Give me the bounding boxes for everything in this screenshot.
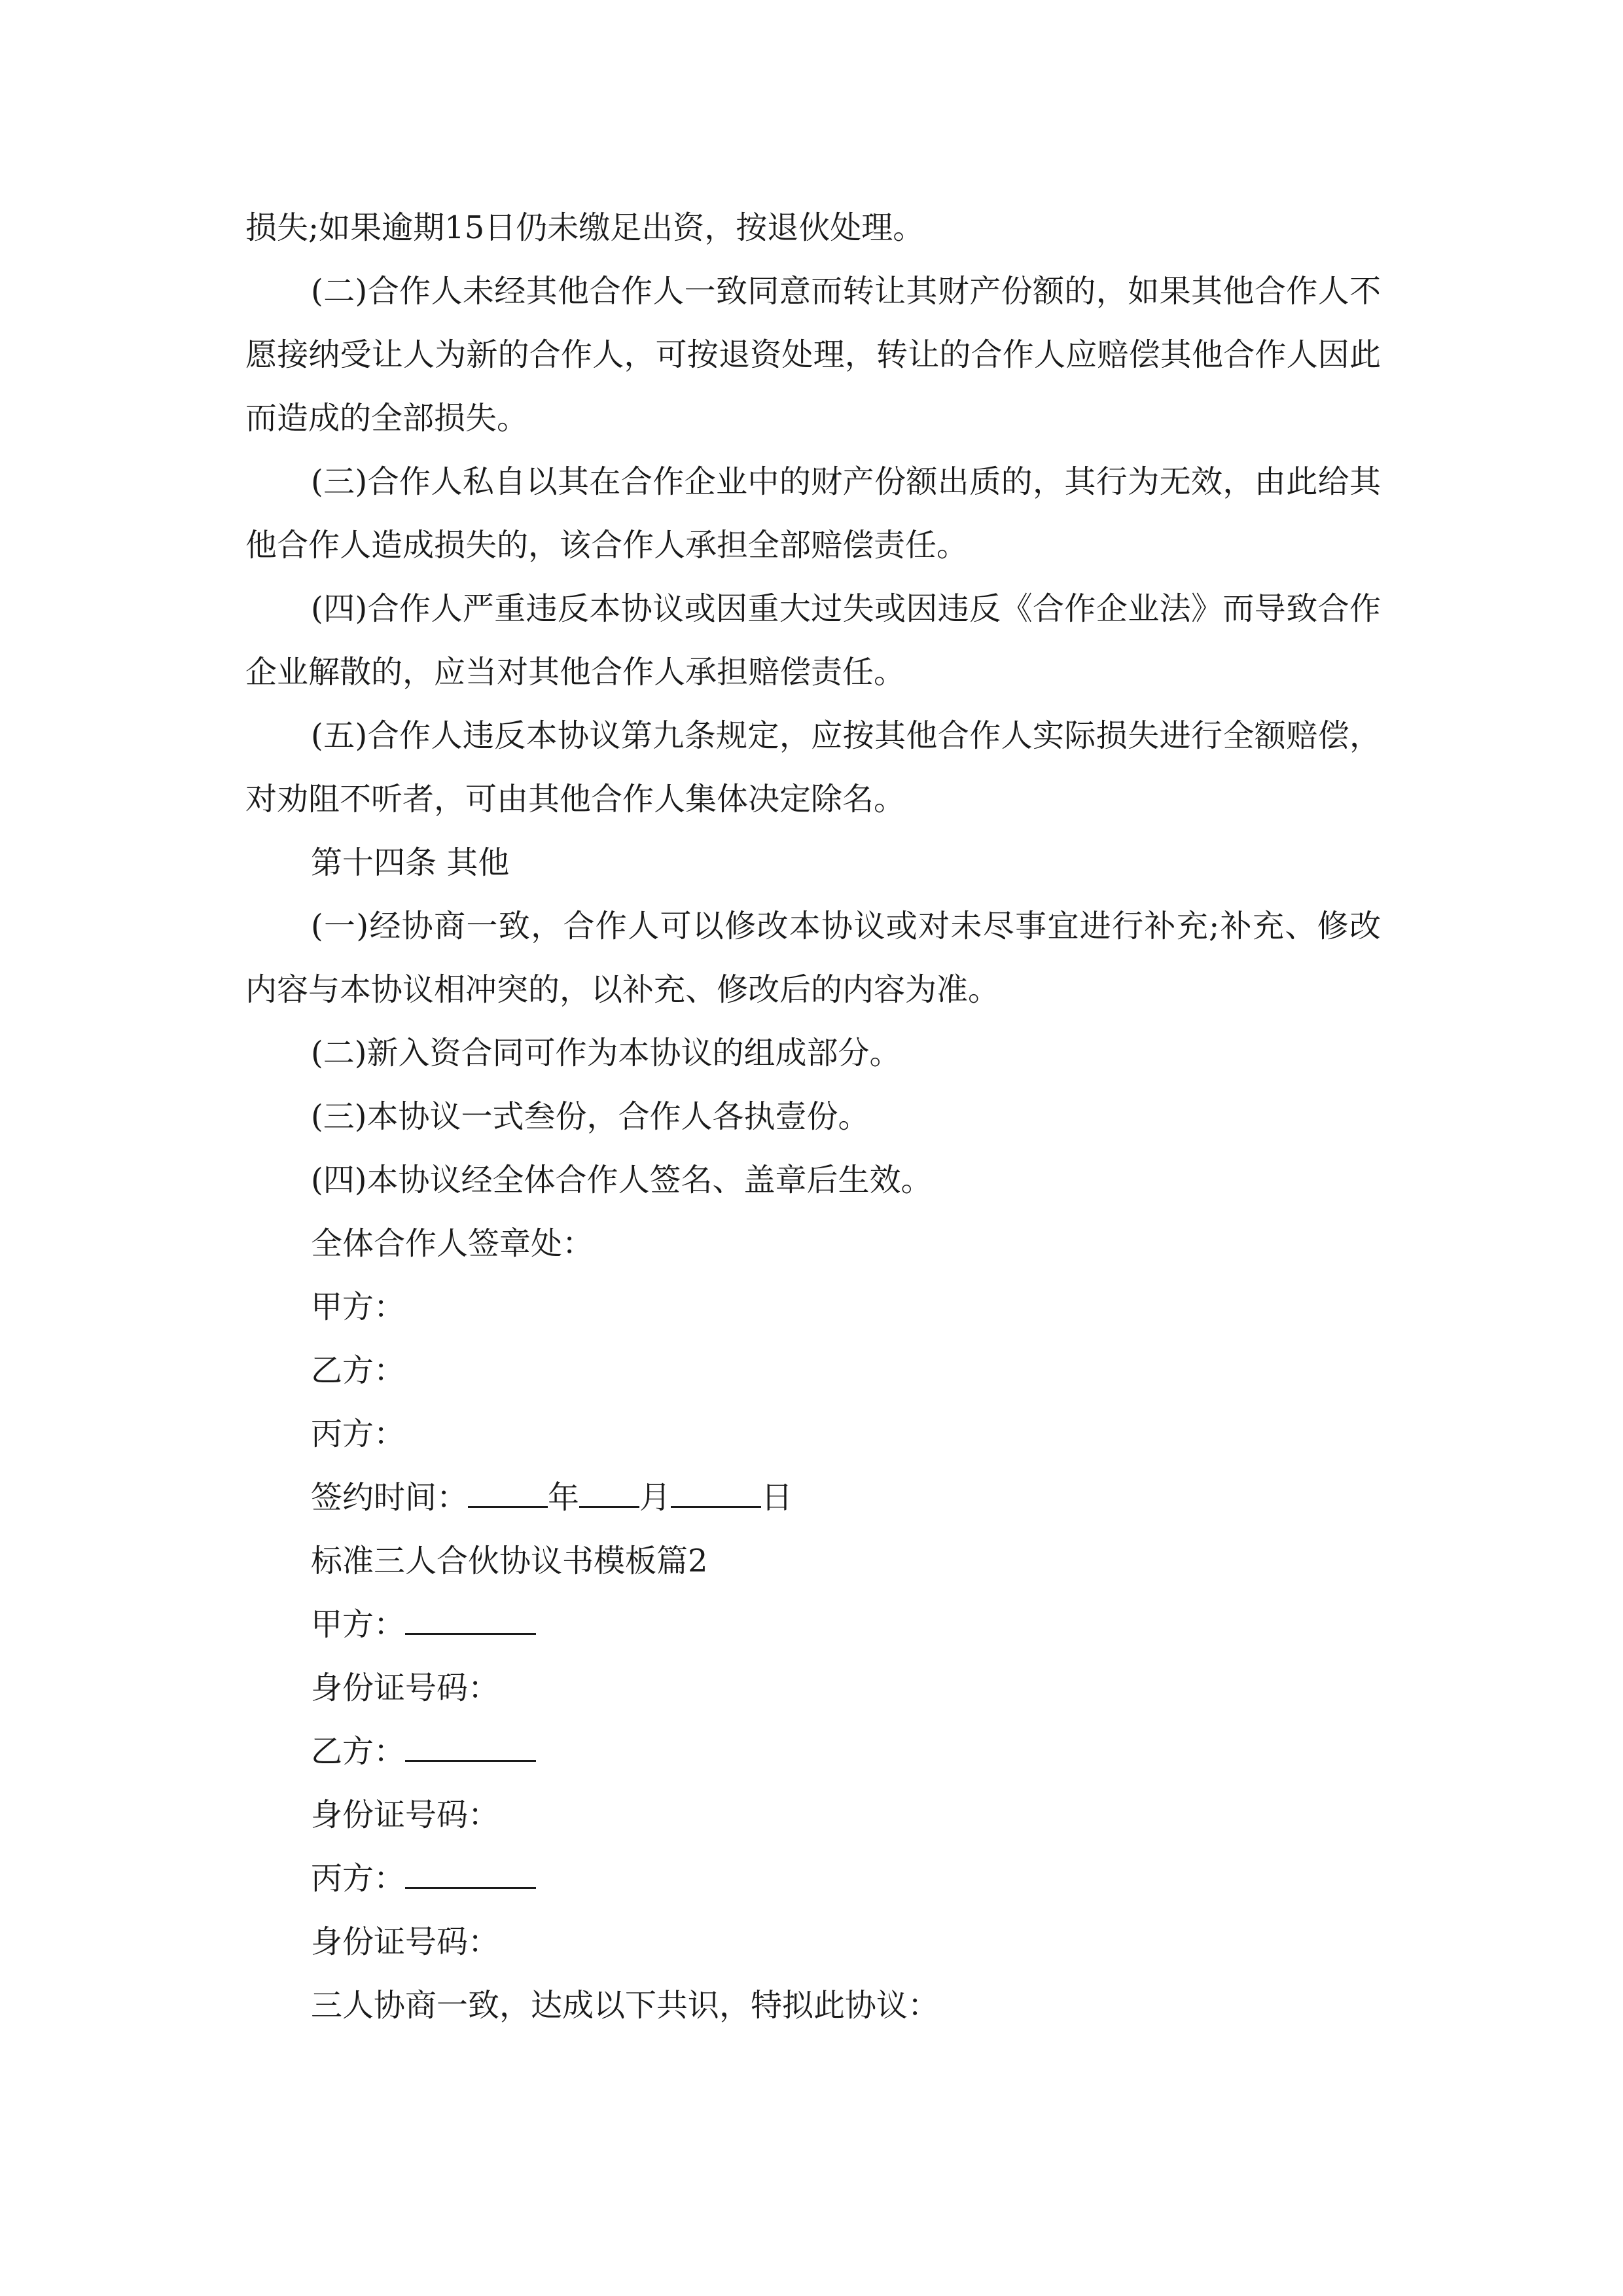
consensus-statement: 三人协商一致，达成以下共识，特拟此协议：: [311, 1987, 940, 2024]
paragraph-item-3-pledge: (三)合作人私自以其在合作企业中的财产份额出质的，其行为无效，由此给其他合作人造成损失的，该合作人承担全部赔偿责任。: [245, 463, 1381, 564]
sign-date-label: 签约时间：: [311, 1479, 469, 1516]
year-blank[interactable]: [468, 1472, 548, 1508]
party-c-label: 丙方：: [311, 1860, 406, 1897]
paragraph-item-2-transfer: (二)合作人未经其他合作人一致同意而转让其财产份额的，如果其他合作人不愿接纳受让人为新的合作人，可按退资处理，转让的合作人应赔偿其他合作人因此而造成的全部损失。: [245, 273, 1381, 437]
party-b-line: [311, 1720, 536, 1784]
day-blank[interactable]: [671, 1472, 761, 1508]
party-b-label: 乙方：: [311, 1733, 406, 1770]
sign-date-line: [311, 1466, 793, 1530]
party-b-blank[interactable]: [405, 1726, 536, 1762]
year-label: 年: [548, 1479, 580, 1516]
party-b-id-label: 身份证号码：: [311, 1797, 500, 1833]
party-b-signature-label: 乙方：: [311, 1352, 406, 1389]
party-a-line: [311, 1593, 536, 1657]
party-c-id-label: 身份证号码：: [311, 1924, 500, 1960]
paragraph-article-14-item-2: (二)新入资合同可作为本协议的组成部分。: [311, 1035, 901, 1071]
paragraph-item-4-dissolution: (四)合作人严重违反本协议或因重大过失或因违反《合作企业法》而导致合作企业解散的，应当对其他合作人承担赔偿责任。: [245, 590, 1381, 691]
article-14-title: 第十四条 其他: [311, 844, 510, 881]
paragraph-loss-overdue: 损失;如果逾期15日仍未缴足出资，按退伙处理。: [245, 209, 925, 246]
paragraph-article-14-item-3: (三)本协议一式叁份，合作人各执壹份。: [311, 1098, 870, 1135]
month-blank[interactable]: [579, 1472, 639, 1508]
paragraph-article-14-item-1: (一)经协商一致，合作人可以修改本协议或对未尽事宜进行补充;补充、修改内容与本协议相冲突的，以补充、修改后的内容为准。: [245, 908, 1381, 1008]
party-a-signature-label: 甲方：: [311, 1289, 406, 1325]
template-2-title: 标准三人合伙协议书模板篇2: [311, 1543, 708, 1579]
day-label: 日: [761, 1479, 793, 1516]
party-a-label: 甲方：: [311, 1606, 406, 1643]
signature-heading: 全体合作人签章处：: [311, 1225, 594, 1262]
month-label: 月: [639, 1479, 671, 1516]
party-c-blank[interactable]: [405, 1853, 536, 1889]
party-c-line: [311, 1847, 536, 1910]
party-c-signature-label: 丙方：: [311, 1416, 406, 1452]
paragraph-article-14-item-4: (四)本协议经全体合作人签名、盖章后生效。: [311, 1162, 933, 1198]
paragraph-item-5-expulsion: (五)合作人违反本协议第九条规定，应按其他合作人实际损失进行全额赔偿，对劝阻不听者，可由其他合作人集体决定除名。: [245, 717, 1381, 817]
party-a-id-label: 身份证号码：: [311, 1670, 500, 1706]
party-a-blank[interactable]: [405, 1599, 536, 1635]
